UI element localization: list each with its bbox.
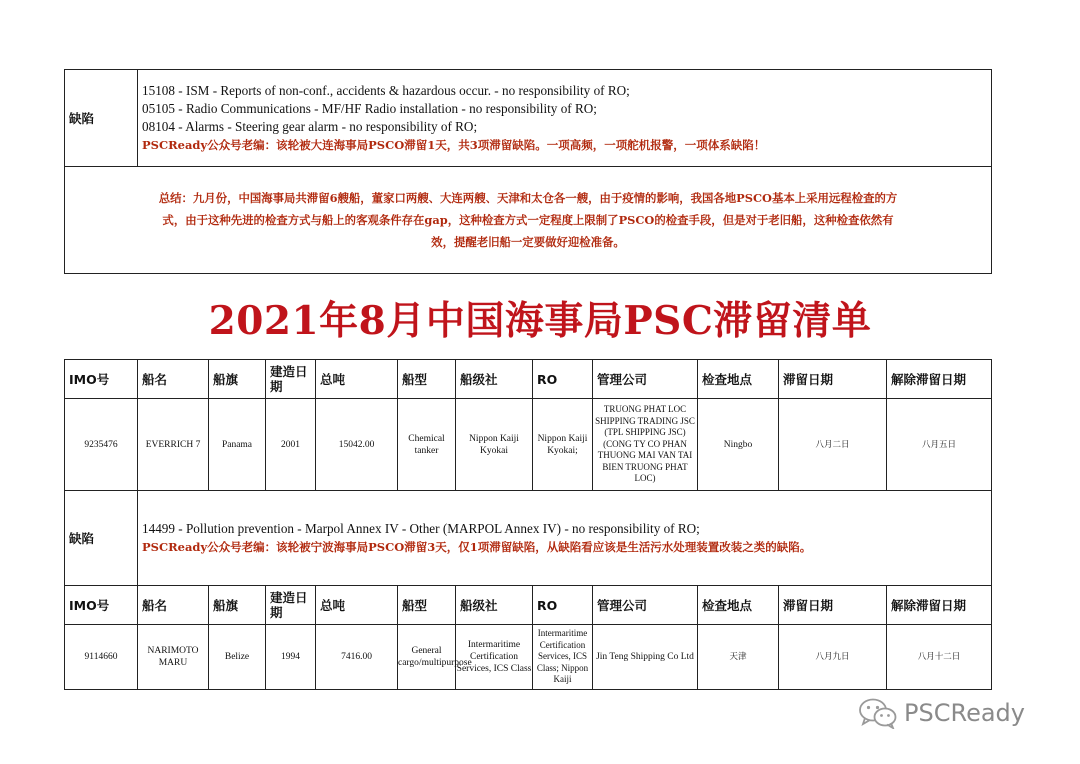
cell-ship-name: EVERRICH 7 [138,399,209,491]
header-row [65,586,992,625]
cell-released: 八月十二日 [887,625,992,690]
header-gt: 总吨 [316,586,398,625]
header-gt: 总吨 [316,360,398,399]
watermark [858,697,1025,729]
defect-label: 缺陷 [65,70,138,167]
header-imo: IMO号 [65,360,138,399]
top-defect-row [65,70,992,167]
cell-port: Ningbo [698,399,779,491]
header-port: 检查地点 [698,360,779,399]
header-detained: 滞留日期 [779,360,887,399]
defect-cell [138,491,992,586]
header-manager: 管理公司 [593,586,698,625]
cell-built: 2001 [266,399,316,491]
header-class: 船级社 [456,586,533,625]
defect-line: 15108 - ISM - Reports of non-conf., accidents & hazardous occur. - no responsibility of RO; [142,83,630,98]
header-ship-name: 船名 [138,360,209,399]
header-built: 建造日期 [266,586,316,625]
header-manager: 管理公司 [593,360,698,399]
table-row [65,399,992,491]
cell-flag: Panama [209,399,266,491]
cell-gt: 7416.00 [316,625,398,690]
cell-type: General cargo/multipurpose [398,625,456,690]
detention-table [64,359,992,690]
cell-ro: Intermaritime Certification Services, ICS Class; Nippon Kaiji [533,625,593,690]
top-defects-cell [138,70,992,167]
defect-line: 08104 - Alarms - Steering gear alarm - no responsibility of RO; [142,119,478,134]
summary-cell [65,167,992,274]
header-type: 船型 [398,586,456,625]
editor-note: PSCReady公众号老编：该轮被宁波海事局PSCO滞留3天，仅1项滞留缺陷，从缺陷看应该是生活污水处理装置改装之类的缺陷。 [142,540,812,554]
header-released: 解除滞留日期 [887,586,992,625]
header-port: 检查地点 [698,586,779,625]
header-imo: IMO号 [65,586,138,625]
header-ro: RO [533,586,593,625]
header-built: 建造日期 [266,360,316,399]
summary-line: 总结：九月份，中国海事局共滞留6艘船，董家口两艘、大连两艘、天津和太仓各一艘，由于疫情的影响，我国各地PSCO基本上采用远程检查的方 [158,191,898,205]
defect-label: 缺陷 [65,491,138,586]
summary-line: 式，由于这种先进的检查方式与船上的客观条件存在gap，这种检查方式一定程度上限制了PSCO的检查手段，但是对于老旧船，这种检查依然有 [162,213,894,227]
page-title: 2021年8月中国海事局PSC滞留清单 [208,298,872,344]
defect-row [65,491,992,586]
cell-built: 1994 [266,625,316,690]
cell-detained: 八月二日 [779,399,887,491]
editor-note: PSCReady公众号老编：该轮被大连海事局PSCO滞留1天，共3项滞留缺陷。一项高频，一项舵机报警，一项体系缺陷！ [142,138,766,152]
cell-manager: Jin Teng Shipping Co Ltd [593,625,698,690]
header-flag: 船旗 [209,586,266,625]
cell-released: 八月五日 [887,399,992,491]
cell-imo: 9235476 [65,399,138,491]
cell-flag: Belize [209,625,266,690]
header-class: 船级社 [456,360,533,399]
cell-ro: Nippon Kaiji Kyokai; [533,399,593,491]
table-row [65,625,992,690]
header-ro: RO [533,360,593,399]
header-released: 解除滞留日期 [887,360,992,399]
cell-ship-name: NARIMOTO MARU [138,625,209,690]
cell-class: Nippon Kaiji Kyokai [456,399,533,491]
defect-line: 05105 - Radio Communications - MF/HF Radio installation - no responsibility of RO; [142,101,597,116]
summary-row [65,167,992,274]
cell-manager: TRUONG PHAT LOC SHIPPING TRADING JSC (TPL SHIPPING JSC) (CONG TY CO PHAN THUONG MAI VAN TAI BIEN TRUONG PHAT LOC) [593,399,698,491]
cell-imo: 9114660 [65,625,138,690]
cell-type: Chemical tanker [398,399,456,491]
watermark-text: PSCReady [904,699,1025,727]
header-ship-name: 船名 [138,586,209,625]
header-detained: 滞留日期 [779,586,887,625]
header-flag: 船旗 [209,360,266,399]
defect-line: 14499 - Pollution prevention - Marpol Annex IV - Other (MARPOL Annex IV) - no responsibility of RO; [142,521,700,536]
cell-gt: 15042.00 [316,399,398,491]
top-defect-table [64,69,992,274]
header-type: 船型 [398,360,456,399]
wechat-icon [858,697,898,729]
summary-line: 效，提醒老旧船一定要做好迎检准备。 [431,235,625,249]
cell-detained: 八月九日 [779,625,887,690]
header-row [65,360,992,399]
cell-port: 天津 [698,625,779,690]
cell-class: Intermaritime Certification Services, ICS Class [456,625,533,690]
